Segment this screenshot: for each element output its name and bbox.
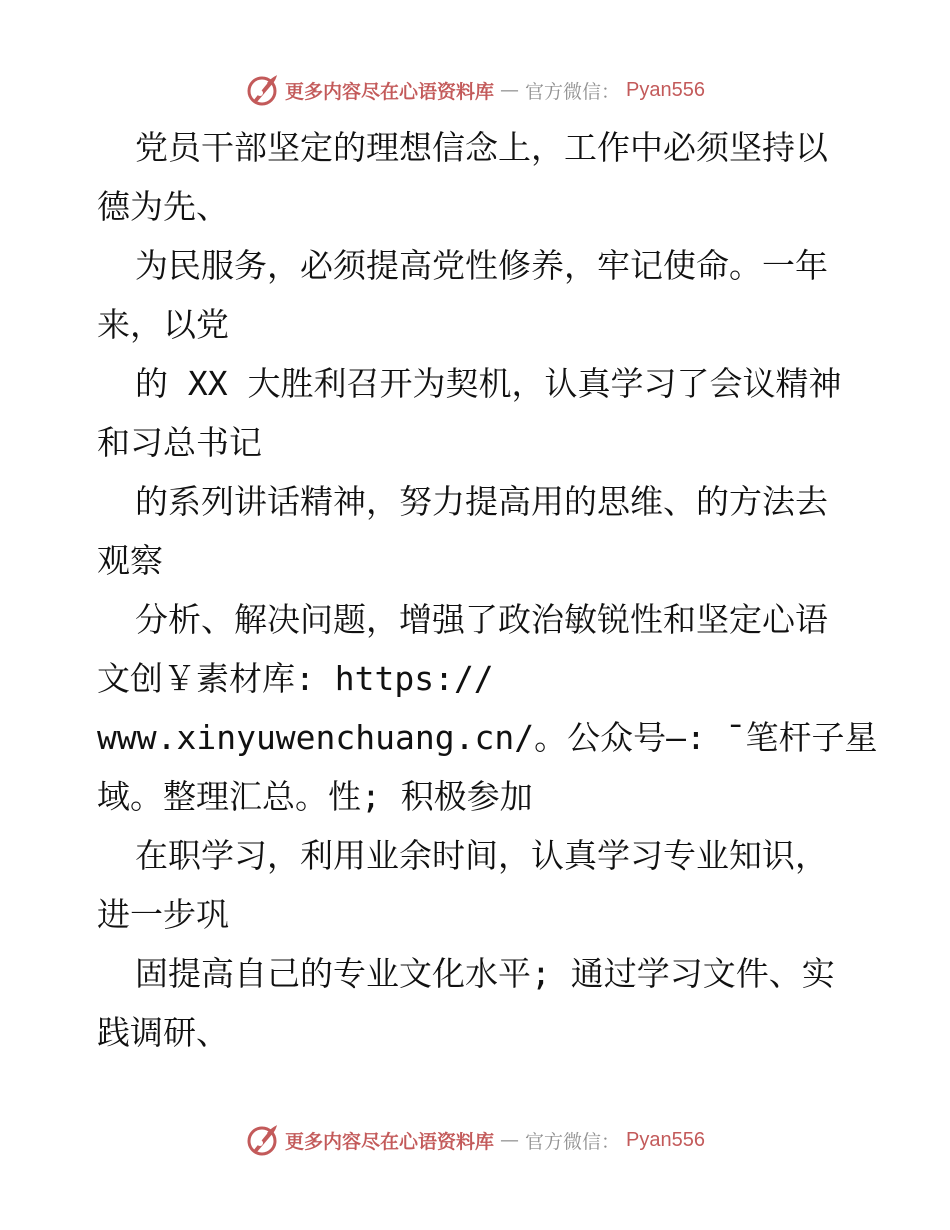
header-banner (0, 70, 950, 110)
separator-dash: — (500, 1129, 520, 1151)
text-line: 进一步巩 (97, 895, 229, 934)
quill-logo-icon (245, 73, 279, 107)
wechat-id: Pyan556 (626, 78, 705, 101)
quill-logo-icon (245, 1123, 279, 1157)
text-line: 党员干部坚定的理想信念上，工作中必须坚持以 (135, 128, 828, 167)
text-line: 固提高自己的专业文化水平; 通过学习文件、实 (135, 954, 835, 993)
text-line: 域。整理汇总。性; 积极参加 (97, 777, 533, 816)
wechat-label: 官方微信： (525, 80, 621, 103)
text-line: 来，以党 (97, 305, 229, 344)
text-line: 和习总书记 (97, 423, 262, 462)
text-line: 的系列讲话精神，努力提高用的思维、的方法去 (135, 482, 828, 521)
text-line: 观察 (97, 541, 163, 580)
text-line: 德为先、 (97, 187, 229, 226)
footer-banner-content (245, 1123, 705, 1157)
text-line: 分析、解决问题，增强了政治敏锐性和坚定心语 (135, 600, 828, 639)
site-name: 更多内容尽在心语资料库 (285, 1130, 495, 1153)
site-name: 更多内容尽在心语资料库 (285, 80, 495, 103)
footer-banner (0, 1120, 950, 1160)
text-line: 的 XX 大胜利召开为契机，认真学习了会议精神 (135, 364, 842, 403)
text-line: 为民服务，必须提高党性修养，牢记使命。一年 (135, 246, 828, 285)
wechat-id: Pyan556 (626, 1128, 705, 1151)
text-line: 文创￥素材库: https:// (97, 659, 494, 698)
header-banner-content (245, 73, 705, 107)
text-line: 践调研、 (97, 1013, 229, 1052)
wechat-label: 官方微信： (525, 1130, 621, 1153)
separator-dash: — (500, 79, 520, 101)
text-line: 在职学习，利用业余时间，认真学习专业知识， (135, 836, 828, 875)
text-line: www.xinyuwenchuang.cn/。公众号—: ¯笔杆子星 (97, 718, 878, 757)
document-body (97, 118, 897, 1062)
